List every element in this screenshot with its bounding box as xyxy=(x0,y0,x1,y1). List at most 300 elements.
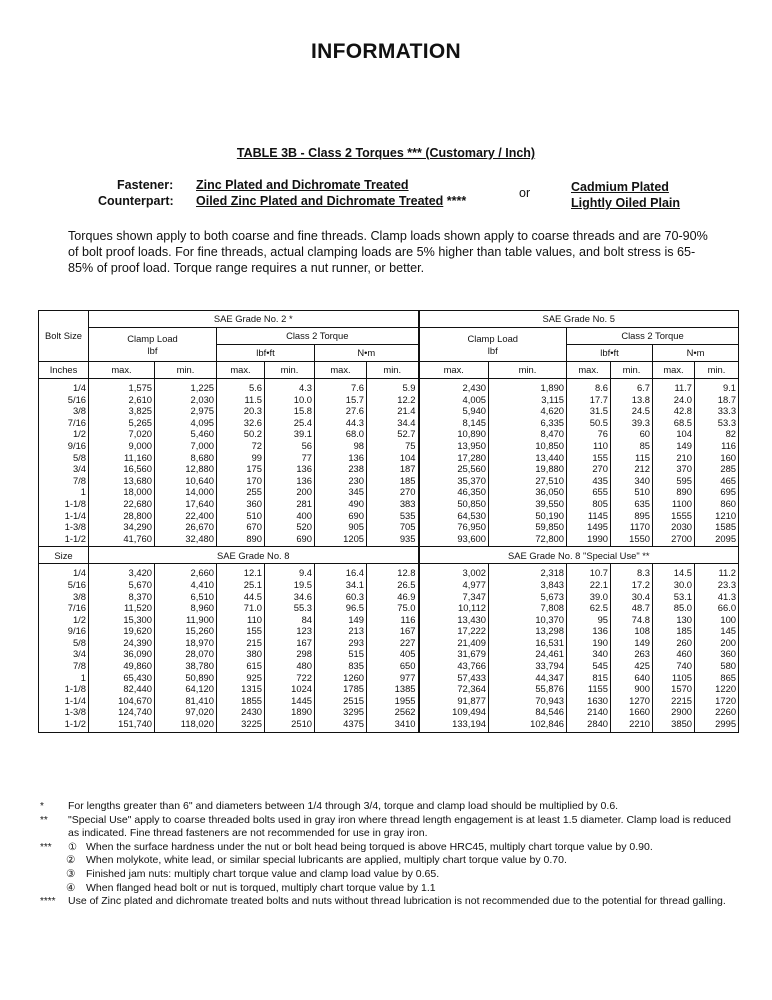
value-cell: 1495 xyxy=(567,521,611,533)
value-cell: 360 xyxy=(695,648,739,660)
max-header: max. xyxy=(567,362,611,379)
value-cell: 68.0 xyxy=(315,428,367,440)
table-row xyxy=(39,417,739,429)
value-cell: 1205 xyxy=(315,533,367,547)
value-cell: 227 xyxy=(367,637,419,649)
value-cell: 10,640 xyxy=(155,475,217,487)
table-row xyxy=(39,521,739,533)
table-row xyxy=(39,683,739,695)
value-cell: 35,370 xyxy=(419,475,489,487)
value-cell: 9.1 xyxy=(695,379,739,394)
value-cell: 18.7 xyxy=(695,394,739,406)
value-cell: 27,510 xyxy=(489,475,567,487)
table-row xyxy=(39,405,739,417)
table-title: TABLE 3B - Class 2 Torques *** (Customary / Inch) xyxy=(236,146,536,160)
value-cell: 650 xyxy=(367,660,419,672)
value-cell: 977 xyxy=(367,672,419,684)
value-cell: 690 xyxy=(315,510,367,522)
value-cell: 96.5 xyxy=(315,602,367,614)
value-cell: 10,850 xyxy=(489,440,567,452)
value-cell: 865 xyxy=(695,672,739,684)
value-cell: 255 xyxy=(217,486,265,498)
value-cell: 2140 xyxy=(567,706,611,718)
value-cell: 14.5 xyxy=(653,564,695,579)
footnote-text: When molykote, white lead, or similar special lubricants are applied, multiply chart torque value by 0.70. xyxy=(86,854,567,867)
grade8-body xyxy=(39,564,739,732)
value-cell: 13,950 xyxy=(419,440,489,452)
min-header: min. xyxy=(611,362,653,379)
value-cell: 30.4 xyxy=(611,591,653,603)
value-cell: 41,760 xyxy=(89,533,155,547)
size-cell: 1-1/8 xyxy=(39,683,89,695)
value-cell: 98 xyxy=(315,440,367,452)
value-cell: 1315 xyxy=(217,683,265,695)
value-cell: 340 xyxy=(611,475,653,487)
value-cell: 16.4 xyxy=(315,564,367,579)
min-header: min. xyxy=(367,362,419,379)
value-cell: 805 xyxy=(567,498,611,510)
value-cell: 84,546 xyxy=(489,706,567,718)
footnote-text: When the surface hardness under the nut or bolt head being torqued is above HRC45, multiply chart torque value by 0.90. xyxy=(86,840,653,853)
value-cell: 23.3 xyxy=(695,579,739,591)
value-cell: 19.5 xyxy=(265,579,315,591)
value-cell: 24,390 xyxy=(89,637,155,649)
value-cell: 26.5 xyxy=(367,579,419,591)
value-cell: 515 xyxy=(315,648,367,660)
value-cell: 11.2 xyxy=(695,564,739,579)
table-row xyxy=(39,498,739,510)
footnote-4 xyxy=(38,895,738,909)
value-cell: 1785 xyxy=(315,683,367,695)
value-cell: 44,347 xyxy=(489,672,567,684)
value-cell: 1855 xyxy=(217,695,265,707)
value-cell: 34.1 xyxy=(315,579,367,591)
counterpart-label: Counterpart: xyxy=(98,194,174,208)
value-cell: 15.7 xyxy=(315,394,367,406)
value-cell: 925 xyxy=(217,672,265,684)
value-cell: 895 xyxy=(611,510,653,522)
value-cell: 72,364 xyxy=(419,683,489,695)
value-cell: 263 xyxy=(611,648,653,660)
value-cell: 66.0 xyxy=(695,602,739,614)
value-cell: 136 xyxy=(567,625,611,637)
table-row xyxy=(39,475,739,487)
value-cell: 13,298 xyxy=(489,625,567,637)
value-cell: 55.3 xyxy=(265,602,315,614)
value-cell: 38,780 xyxy=(155,660,217,672)
value-cell: 16,531 xyxy=(489,637,567,649)
min-header: min. xyxy=(489,362,567,379)
value-cell: 7,808 xyxy=(489,602,567,614)
footnote-3a xyxy=(38,841,738,855)
size-cell: 1-1/8 xyxy=(39,498,89,510)
value-cell: 12.8 xyxy=(367,564,419,579)
clamp-load-header-g5 xyxy=(419,328,567,362)
value-cell: 435 xyxy=(567,475,611,487)
size-cell: 1-1/2 xyxy=(39,718,89,732)
value-cell: 2430 xyxy=(217,706,265,718)
value-cell: 4,005 xyxy=(419,394,489,406)
value-cell: 8,370 xyxy=(89,591,155,603)
value-cell: 2510 xyxy=(265,718,315,732)
value-cell: 1720 xyxy=(695,695,739,707)
value-cell: 44.3 xyxy=(315,417,367,429)
value-cell: 4,095 xyxy=(155,417,217,429)
torque-table xyxy=(38,310,739,733)
value-cell: 36,050 xyxy=(489,486,567,498)
value-cell: 25.4 xyxy=(265,417,315,429)
value-cell: 615 xyxy=(217,660,265,672)
value-cell: 1,575 xyxy=(89,379,155,394)
value-cell: 97,020 xyxy=(155,706,217,718)
size-cell: 3/8 xyxy=(39,405,89,417)
lbfft-header: lbf•ft xyxy=(217,345,315,362)
value-cell: 26,670 xyxy=(155,521,217,533)
value-cell: 425 xyxy=(611,660,653,672)
clamp-load-header-g2 xyxy=(89,328,217,362)
value-cell: 6,335 xyxy=(489,417,567,429)
value-cell: 2995 xyxy=(695,718,739,732)
value-cell: 1550 xyxy=(611,533,653,547)
size-cell: 9/16 xyxy=(39,625,89,637)
value-cell: 2095 xyxy=(695,533,739,547)
table-row xyxy=(39,510,739,522)
value-cell: 535 xyxy=(367,510,419,522)
value-cell: 104 xyxy=(367,452,419,464)
value-cell: 230 xyxy=(315,475,367,487)
value-cell: 32.6 xyxy=(217,417,265,429)
value-cell: 55,876 xyxy=(489,683,567,695)
value-cell: 2260 xyxy=(695,706,739,718)
value-cell: 1260 xyxy=(315,672,367,684)
value-cell: 890 xyxy=(217,533,265,547)
intro-paragraph: Torques shown apply to both coarse and fine threads. Clamp loads shown apply to coarse threads and are 70-90% of bolt proof loads. For fine threads, actual clamping loads are 5% higher than table values, and bolt stress is 65-85% of proof load. Torque range requires a nut runner, or better. xyxy=(68,229,708,275)
table-row xyxy=(39,648,739,660)
size-cell: 7/16 xyxy=(39,602,89,614)
size-cell: 1/4 xyxy=(39,564,89,579)
value-cell: 185 xyxy=(653,625,695,637)
value-cell: 9.4 xyxy=(265,564,315,579)
value-cell: 480 xyxy=(265,660,315,672)
value-cell: 17,640 xyxy=(155,498,217,510)
size-cell: 7/8 xyxy=(39,475,89,487)
value-cell: 64,530 xyxy=(419,510,489,522)
clamp-load-label: Clamp Load xyxy=(467,332,519,344)
value-cell: 722 xyxy=(265,672,315,684)
value-cell: 340 xyxy=(567,648,611,660)
value-cell: 71.0 xyxy=(217,602,265,614)
value-cell: 12.1 xyxy=(217,564,265,579)
value-cell: 116 xyxy=(695,440,739,452)
value-cell: 33,794 xyxy=(489,660,567,672)
value-cell: 238 xyxy=(315,463,367,475)
footnote-2 xyxy=(38,814,738,841)
value-cell: 1155 xyxy=(567,683,611,695)
value-cell: 5,265 xyxy=(89,417,155,429)
value-cell: 1100 xyxy=(653,498,695,510)
value-cell: 60 xyxy=(611,428,653,440)
value-cell: 5,670 xyxy=(89,579,155,591)
value-cell: 18,000 xyxy=(89,486,155,498)
value-cell: 1024 xyxy=(265,683,315,695)
value-cell: 13,440 xyxy=(489,452,567,464)
size-header: Size xyxy=(39,547,89,564)
value-cell: 210 xyxy=(653,452,695,464)
value-cell: 3410 xyxy=(367,718,419,732)
value-cell: 11,520 xyxy=(89,602,155,614)
value-cell: 510 xyxy=(217,510,265,522)
value-cell: 17,280 xyxy=(419,452,489,464)
value-cell: 2215 xyxy=(653,695,695,707)
table-row xyxy=(39,533,739,547)
value-cell: 22,400 xyxy=(155,510,217,522)
value-cell: 19,620 xyxy=(89,625,155,637)
footnote-text: Finished jam nuts: multiply chart torque value and clamp load value by 0.65. xyxy=(86,867,440,880)
table-row xyxy=(39,718,739,732)
class2-torque-header-g2: Class 2 Torque xyxy=(217,328,419,345)
value-cell: 20.3 xyxy=(217,405,265,417)
value-cell: 136 xyxy=(265,463,315,475)
value-cell: 36,090 xyxy=(89,648,155,660)
table-row xyxy=(39,579,739,591)
nm-header: N•m xyxy=(653,345,739,362)
value-cell: 84 xyxy=(265,614,315,626)
value-cell: 7,347 xyxy=(419,591,489,603)
value-cell: 18,970 xyxy=(155,637,217,649)
value-cell: 31,679 xyxy=(419,648,489,660)
circled-2: ② xyxy=(66,854,76,867)
table-row xyxy=(39,660,739,672)
size-cell: 1-3/8 xyxy=(39,706,89,718)
value-cell: 900 xyxy=(611,683,653,695)
value-cell: 50,890 xyxy=(155,672,217,684)
value-cell: 260 xyxy=(653,637,695,649)
value-cell: 1270 xyxy=(611,695,653,707)
max-header: max. xyxy=(419,362,489,379)
value-cell: 34.6 xyxy=(265,591,315,603)
value-cell: 91,877 xyxy=(419,695,489,707)
value-cell: 49,860 xyxy=(89,660,155,672)
footnote-mark: * xyxy=(40,801,44,812)
value-cell: 28,800 xyxy=(89,510,155,522)
value-cell: 170 xyxy=(217,475,265,487)
footnote-1 xyxy=(38,800,738,814)
value-cell: 64,120 xyxy=(155,683,217,695)
value-cell: 815 xyxy=(567,672,611,684)
value-cell: 24.5 xyxy=(611,405,653,417)
value-cell: 15,260 xyxy=(155,625,217,637)
size-cell: 1-1/4 xyxy=(39,510,89,522)
value-cell: 57,433 xyxy=(419,672,489,684)
value-cell: 82,440 xyxy=(89,683,155,695)
value-cell: 76 xyxy=(567,428,611,440)
footnote-3c xyxy=(38,868,738,882)
value-cell: 100 xyxy=(695,614,739,626)
value-cell: 8,960 xyxy=(155,602,217,614)
value-cell: 580 xyxy=(695,660,739,672)
fastener-label: Fastener: xyxy=(117,178,174,192)
value-cell: 4,410 xyxy=(155,579,217,591)
value-cell: 1220 xyxy=(695,683,739,695)
size-cell: 7/8 xyxy=(39,660,89,672)
max-header: max. xyxy=(217,362,265,379)
grade8-special-header: SAE Grade No. 8 "Special Use" ** xyxy=(419,547,739,564)
value-cell: 155 xyxy=(217,625,265,637)
size-cell: 1-1/4 xyxy=(39,695,89,707)
value-cell: 8.6 xyxy=(567,379,611,394)
grade5-header: SAE Grade No. 5 xyxy=(419,311,739,328)
value-cell: 10,890 xyxy=(419,428,489,440)
value-cell: 2,975 xyxy=(155,405,217,417)
value-cell: 167 xyxy=(265,637,315,649)
value-cell: 13,430 xyxy=(419,614,489,626)
min-header: min. xyxy=(265,362,315,379)
grade2-header: SAE Grade No. 2 * xyxy=(89,311,419,328)
value-cell: 104 xyxy=(653,428,695,440)
size-cell: 5/8 xyxy=(39,452,89,464)
size-cell: 5/16 xyxy=(39,394,89,406)
circled-1: ① xyxy=(68,841,77,853)
table-row xyxy=(39,452,739,464)
value-cell: 108 xyxy=(611,625,653,637)
table-row xyxy=(39,602,739,614)
value-cell: 370 xyxy=(653,463,695,475)
value-cell: 405 xyxy=(367,648,419,660)
value-cell: 10,370 xyxy=(489,614,567,626)
value-cell: 200 xyxy=(265,486,315,498)
value-cell: 400 xyxy=(265,510,315,522)
value-cell: 11.5 xyxy=(217,394,265,406)
value-cell: 1630 xyxy=(567,695,611,707)
value-cell: 75 xyxy=(367,440,419,452)
value-cell: 50.2 xyxy=(217,428,265,440)
value-cell: 8.3 xyxy=(611,564,653,579)
value-cell: 1210 xyxy=(695,510,739,522)
value-cell: 3,825 xyxy=(89,405,155,417)
value-cell: 215 xyxy=(217,637,265,649)
inches-header: Inches xyxy=(39,362,89,379)
value-cell: 155 xyxy=(567,452,611,464)
class2-torque-header-g5: Class 2 Torque xyxy=(567,328,739,345)
value-cell: 124,740 xyxy=(89,706,155,718)
value-cell: 5,940 xyxy=(419,405,489,417)
value-cell: 32,480 xyxy=(155,533,217,547)
value-cell: 935 xyxy=(367,533,419,547)
value-cell: 1570 xyxy=(653,683,695,695)
value-cell: 510 xyxy=(611,486,653,498)
value-cell: 50.5 xyxy=(567,417,611,429)
value-cell: 30.0 xyxy=(653,579,695,591)
value-cell: 380 xyxy=(217,648,265,660)
value-cell: 62.5 xyxy=(567,602,611,614)
value-cell: 46.9 xyxy=(367,591,419,603)
value-cell: 136 xyxy=(315,452,367,464)
page-title: INFORMATION xyxy=(311,40,461,63)
footnote-3b xyxy=(38,854,738,868)
value-cell: 1145 xyxy=(567,510,611,522)
footnote-mark: ** xyxy=(40,814,48,826)
value-cell: 860 xyxy=(695,498,739,510)
value-cell: 149 xyxy=(611,637,653,649)
value-cell: 3,420 xyxy=(89,564,155,579)
table-row xyxy=(39,695,739,707)
value-cell: 22.1 xyxy=(567,579,611,591)
size-cell: 1 xyxy=(39,672,89,684)
value-cell: 465 xyxy=(695,475,739,487)
value-cell: 1990 xyxy=(567,533,611,547)
value-cell: 5.6 xyxy=(217,379,265,394)
value-cell: 93,600 xyxy=(419,533,489,547)
value-cell: 835 xyxy=(315,660,367,672)
alt-finish-2: Lightly Oiled Plain xyxy=(571,196,681,210)
value-cell: 59,850 xyxy=(489,521,567,533)
counterpart-mark: **** xyxy=(446,194,467,208)
value-cell: 77 xyxy=(265,452,315,464)
value-cell: 25,560 xyxy=(419,463,489,475)
value-cell: 31.5 xyxy=(567,405,611,417)
footnote-text: Use of Zinc plated and dichromate treated bolts and nuts without thread lubrication is not recommended due to the potential for thread galling. xyxy=(68,895,726,908)
value-cell: 2900 xyxy=(653,706,695,718)
value-cell: 76,950 xyxy=(419,521,489,533)
value-cell: 2,610 xyxy=(89,394,155,406)
footnote-mark: **** xyxy=(40,896,56,908)
value-cell: 1170 xyxy=(611,521,653,533)
footnote-mark: *** xyxy=(40,841,52,853)
bolt-size-header: Bolt Size xyxy=(39,311,89,362)
value-cell: 149 xyxy=(653,440,695,452)
value-cell: 34.4 xyxy=(367,417,419,429)
value-cell: 81,410 xyxy=(155,695,217,707)
value-cell: 2,430 xyxy=(419,379,489,394)
size-cell: 1-1/2 xyxy=(39,533,89,547)
value-cell: 7,000 xyxy=(155,440,217,452)
value-cell: 72,800 xyxy=(489,533,567,547)
value-cell: 9,000 xyxy=(89,440,155,452)
value-cell: 4,977 xyxy=(419,579,489,591)
value-cell: 160 xyxy=(695,452,739,464)
value-cell: 85.0 xyxy=(653,602,695,614)
table-row xyxy=(39,379,739,394)
counterpart-value: Oiled Zinc Plated and Dichromate Treated xyxy=(196,194,444,208)
size-cell: 1/2 xyxy=(39,614,89,626)
value-cell: 39.0 xyxy=(567,591,611,603)
value-cell: 4,620 xyxy=(489,405,567,417)
value-cell: 102,846 xyxy=(489,718,567,732)
value-cell: 270 xyxy=(567,463,611,475)
lbf-label: lbf xyxy=(147,344,158,356)
value-cell: 17,222 xyxy=(419,625,489,637)
value-cell: 21.4 xyxy=(367,405,419,417)
circled-3: ③ xyxy=(66,867,76,880)
value-cell: 25.1 xyxy=(217,579,265,591)
value-cell: 6.7 xyxy=(611,379,653,394)
value-cell: 17.2 xyxy=(611,579,653,591)
value-cell: 110 xyxy=(567,440,611,452)
value-cell: 115 xyxy=(611,452,653,464)
table-row xyxy=(39,440,739,452)
value-cell: 490 xyxy=(315,498,367,510)
circled-4: ④ xyxy=(66,881,76,894)
value-cell: 136 xyxy=(265,475,315,487)
size-cell: 5/8 xyxy=(39,637,89,649)
table-row xyxy=(39,625,739,637)
size-cell: 3/8 xyxy=(39,591,89,603)
value-cell: 3850 xyxy=(653,718,695,732)
value-cell: 48.7 xyxy=(611,602,653,614)
min-header: min. xyxy=(695,362,739,379)
value-cell: 19,880 xyxy=(489,463,567,475)
value-cell: 82 xyxy=(695,428,739,440)
